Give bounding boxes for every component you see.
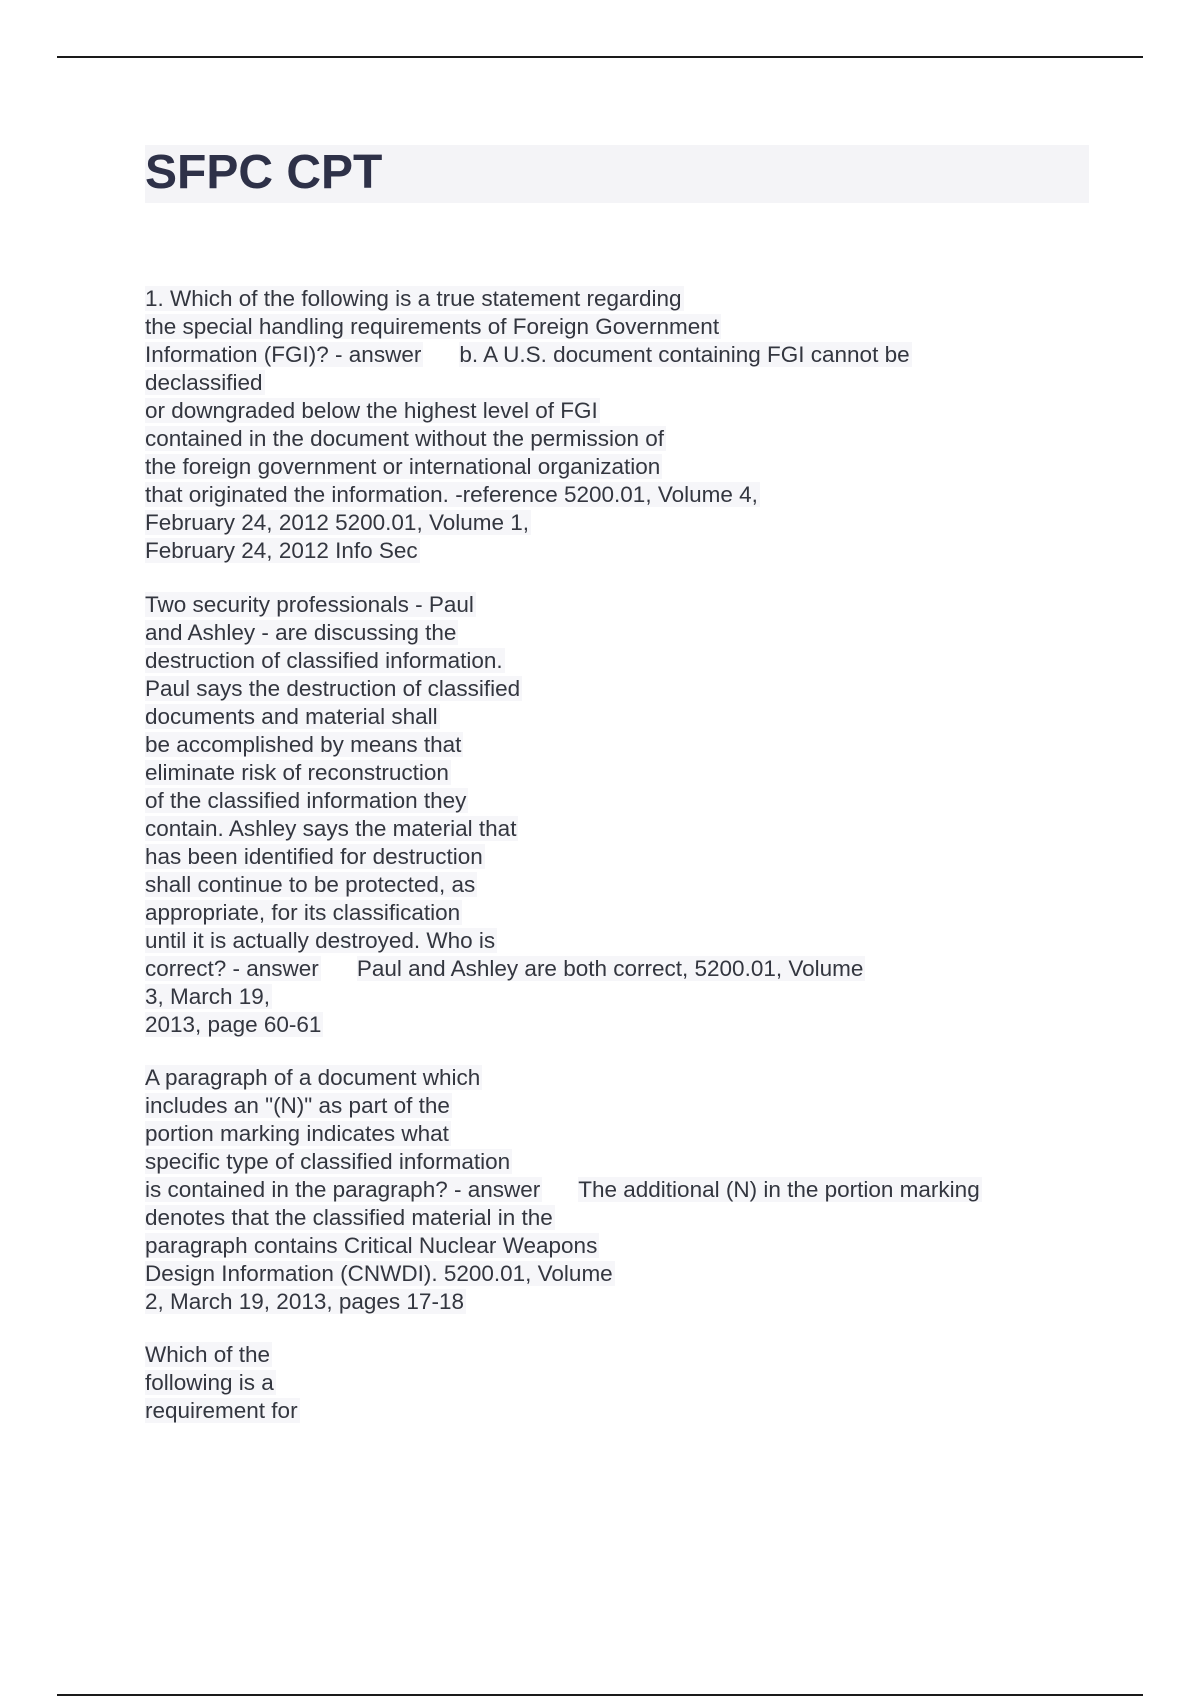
page-title: SFPC CPT xyxy=(145,146,383,199)
answer-line xyxy=(145,955,865,983)
question-4 xyxy=(145,1341,300,1425)
text-line: denotes that the classified material in the xyxy=(145,1205,553,1230)
text-line: 3, March 19, xyxy=(145,984,271,1009)
text-line: following is a xyxy=(145,1370,274,1395)
question-2 xyxy=(145,591,865,1039)
text-line: portion marking indicates what xyxy=(145,1121,449,1146)
text-line: destruction of classified information. xyxy=(145,648,503,673)
text-line: be accomplished by means that xyxy=(145,732,462,757)
text-line: Two security professionals - Paul xyxy=(145,592,474,617)
text-line: paragraph contains Critical Nuclear Weapons xyxy=(145,1233,598,1258)
text-line: Which of the xyxy=(145,1342,271,1367)
question-prompt: correct? - answer xyxy=(145,956,319,981)
text-line: 1. Which of the following is a true statement regarding xyxy=(145,286,682,311)
text-line: requirement for xyxy=(145,1398,298,1423)
text-line: of the classified information they xyxy=(145,788,467,813)
text-line: 2013, page 60-61 xyxy=(145,1012,322,1037)
text-line: until it is actually destroyed. Who is xyxy=(145,928,496,953)
text-line: declassified xyxy=(145,370,263,395)
text-line: contained in the document without the permission of xyxy=(145,426,665,451)
text-line: or downgraded below the highest level of FGI xyxy=(145,398,598,423)
answer-text: The additional (N) in the portion marking xyxy=(578,1177,980,1202)
text-line: has been identified for destruction xyxy=(145,844,483,869)
text-line: that originated the information. -reference 5200.01, Volume 4, xyxy=(145,482,758,507)
question-prompt: is contained in the paragraph? - answer xyxy=(145,1177,541,1202)
text-line: specific type of classified information xyxy=(145,1149,511,1174)
text-line: February 24, 2012 Info Sec xyxy=(145,538,418,563)
question-prompt: Information (FGI)? - answer xyxy=(145,342,422,367)
text-line: February 24, 2012 5200.01, Volume 1, xyxy=(145,510,530,535)
answer-text: Paul and Ashley are both correct, 5200.01, Volume xyxy=(356,956,864,981)
text-line: shall continue to be protected, as xyxy=(145,872,476,897)
text-line: the special handling requirements of Foreign Government xyxy=(145,314,720,339)
text-line: A paragraph of a document which xyxy=(145,1065,481,1090)
text-line: appropriate, for its classification xyxy=(145,900,461,925)
text-line: Paul says the destruction of classified xyxy=(145,676,521,701)
top-rule xyxy=(57,56,1143,58)
text-line: and Ashley - are discussing the xyxy=(145,620,457,645)
text-line: eliminate risk of reconstruction xyxy=(145,760,449,785)
answer-line xyxy=(145,341,912,369)
answer-line xyxy=(145,1176,982,1204)
bottom-rule xyxy=(57,1694,1143,1696)
text-line: Design Information (CNWDI). 5200.01, Volume xyxy=(145,1261,613,1286)
question-3 xyxy=(145,1064,982,1316)
text-line: includes an "(N)" as part of the xyxy=(145,1093,450,1118)
text-line: contain. Ashley says the material that xyxy=(145,816,517,841)
text-line: 2, March 19, 2013, pages 17-18 xyxy=(145,1289,464,1314)
question-1 xyxy=(145,285,912,565)
answer-text: b. A U.S. document containing FGI cannot be xyxy=(459,342,910,367)
text-line: the foreign government or international organization xyxy=(145,454,661,479)
text-line: documents and material shall xyxy=(145,704,438,729)
